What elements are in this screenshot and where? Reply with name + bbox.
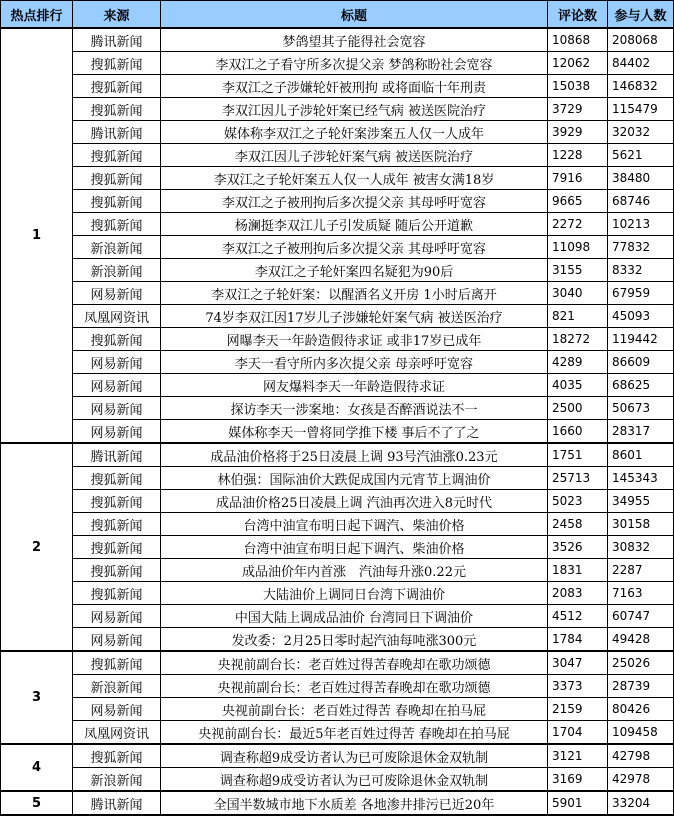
header-row bbox=[1, 1, 674, 29]
rank-cell: 5 bbox=[1, 791, 73, 815]
comments-cell: 12062 bbox=[548, 52, 608, 75]
title-cell: 探访李天一涉案地：女孩是否醉酒说法不一 bbox=[161, 397, 548, 420]
participants-cell: 8601 bbox=[608, 443, 674, 467]
title-cell: 网曝李天一年龄造假待求证 或非17岁已成年 bbox=[161, 328, 548, 351]
comments-cell: 4289 bbox=[548, 351, 608, 374]
title-cell: 央视前副台长：最近5年老百姓过得苦 春晚却在拍马屁 bbox=[161, 721, 548, 745]
table-row bbox=[1, 721, 674, 745]
source-cell: 搜狐新闻 bbox=[73, 536, 161, 559]
source-cell: 腾讯新闻 bbox=[73, 791, 161, 815]
participants-cell: 32032 bbox=[608, 121, 674, 144]
source-cell: 搜狐新闻 bbox=[73, 190, 161, 213]
table-row bbox=[1, 190, 674, 213]
source-cell: 搜狐新闻 bbox=[73, 744, 161, 768]
source-cell: 搜狐新闻 bbox=[73, 651, 161, 675]
table-row bbox=[1, 351, 674, 374]
comments-cell: 821 bbox=[548, 305, 608, 328]
title-cell: 中国大陆上调成品油价 台湾同日下调油价 bbox=[161, 605, 548, 628]
table-row bbox=[1, 282, 674, 305]
title-cell: 74岁李双江因17岁儿子涉嫌轮奸案气病 被送医治疗 bbox=[161, 305, 548, 328]
source-cell: 搜狐新闻 bbox=[73, 52, 161, 75]
table-row bbox=[1, 744, 674, 768]
comments-cell: 25713 bbox=[548, 467, 608, 490]
participants-cell: 10213 bbox=[608, 213, 674, 236]
participants-cell: 30158 bbox=[608, 513, 674, 536]
table-row bbox=[1, 582, 674, 605]
participants-cell: 7163 bbox=[608, 582, 674, 605]
table-row bbox=[1, 651, 674, 675]
title-cell: 李双江之子轮奸案：以醒酒名义开房 1小时后离开 bbox=[161, 282, 548, 305]
comments-cell: 2083 bbox=[548, 582, 608, 605]
comments-cell: 2159 bbox=[548, 698, 608, 721]
header-comments: 评论数 bbox=[548, 1, 608, 29]
table-row bbox=[1, 675, 674, 698]
source-cell: 网易新闻 bbox=[73, 698, 161, 721]
table-row bbox=[1, 443, 674, 467]
participants-cell: 8332 bbox=[608, 259, 674, 282]
source-cell: 凤凰网资讯 bbox=[73, 721, 161, 745]
participants-cell: 42798 bbox=[608, 744, 674, 768]
participants-cell: 208068 bbox=[608, 28, 674, 52]
title-cell: 调查称超9成受访者认为已可废除退休金双轨制 bbox=[161, 768, 548, 792]
participants-cell: 45093 bbox=[608, 305, 674, 328]
participants-cell: 33204 bbox=[608, 791, 674, 815]
rank-cell: 4 bbox=[1, 744, 73, 791]
comments-cell: 2458 bbox=[548, 513, 608, 536]
participants-cell: 146832 bbox=[608, 75, 674, 98]
table-row bbox=[1, 698, 674, 721]
header-rank: 热点排行 bbox=[1, 1, 73, 29]
comments-cell: 1751 bbox=[548, 443, 608, 467]
table-row bbox=[1, 328, 674, 351]
title-cell: 台湾中油宣布明日起下调汽、柴油价格 bbox=[161, 513, 548, 536]
source-cell: 搜狐新闻 bbox=[73, 467, 161, 490]
title-cell: 李双江因儿子涉轮奸案气病 被送医院治疗 bbox=[161, 144, 548, 167]
participants-cell: 86609 bbox=[608, 351, 674, 374]
participants-cell: 49428 bbox=[608, 628, 674, 652]
table-row bbox=[1, 236, 674, 259]
title-cell: 李双江之子轮奸案五人仅一人成年 被害女满18岁 bbox=[161, 167, 548, 190]
comments-cell: 3526 bbox=[548, 536, 608, 559]
header-title: 标题 bbox=[161, 1, 548, 29]
rank-cell: 3 bbox=[1, 651, 73, 744]
table-row bbox=[1, 374, 674, 397]
source-cell: 新浪新闻 bbox=[73, 675, 161, 698]
participants-cell: 25026 bbox=[608, 651, 674, 675]
table-row bbox=[1, 52, 674, 75]
source-cell: 搜狐新闻 bbox=[73, 490, 161, 513]
comments-cell: 4035 bbox=[548, 374, 608, 397]
source-cell: 网易新闻 bbox=[73, 374, 161, 397]
source-cell: 搜狐新闻 bbox=[73, 513, 161, 536]
source-cell: 新浪新闻 bbox=[73, 236, 161, 259]
title-cell: 全国半数城市地下水质差 各地渗井排污已近20年 bbox=[161, 791, 548, 815]
participants-cell: 77832 bbox=[608, 236, 674, 259]
comments-cell: 1660 bbox=[548, 420, 608, 444]
participants-cell: 109458 bbox=[608, 721, 674, 745]
title-cell: 李双江因儿子涉轮奸案已经气病 被送医院治疗 bbox=[161, 98, 548, 121]
title-cell: 李双江之子被刑拘后多次提父亲 其母呼吁宽容 bbox=[161, 236, 548, 259]
comments-cell: 3729 bbox=[548, 98, 608, 121]
title-cell: 成品油价年内首涨 汽油每升涨0.22元 bbox=[161, 559, 548, 582]
table-row bbox=[1, 305, 674, 328]
rank-cell: 2 bbox=[1, 443, 73, 651]
title-cell: 台湾中油宣布明日起下调汽、柴油价格 bbox=[161, 536, 548, 559]
participants-cell: 42978 bbox=[608, 768, 674, 792]
table-row bbox=[1, 768, 674, 792]
table-body bbox=[1, 28, 674, 815]
comments-cell: 15038 bbox=[548, 75, 608, 98]
participants-cell: 28317 bbox=[608, 420, 674, 444]
title-cell: 媒体称李天一曾将同学推下楼 事后不了了之 bbox=[161, 420, 548, 444]
table-row bbox=[1, 144, 674, 167]
source-cell: 搜狐新闻 bbox=[73, 559, 161, 582]
participants-cell: 38480 bbox=[608, 167, 674, 190]
comments-cell: 4512 bbox=[548, 605, 608, 628]
participants-cell: 68625 bbox=[608, 374, 674, 397]
header-participants: 参与人数 bbox=[608, 1, 674, 29]
source-cell: 腾讯新闻 bbox=[73, 443, 161, 467]
comments-cell: 2500 bbox=[548, 397, 608, 420]
rank-cell: 1 bbox=[1, 28, 73, 443]
source-cell: 网易新闻 bbox=[73, 605, 161, 628]
participants-cell: 5621 bbox=[608, 144, 674, 167]
table-row bbox=[1, 259, 674, 282]
source-cell: 搜狐新闻 bbox=[73, 144, 161, 167]
source-cell: 搜狐新闻 bbox=[73, 167, 161, 190]
comments-cell: 1228 bbox=[548, 144, 608, 167]
source-cell: 搜狐新闻 bbox=[73, 582, 161, 605]
title-cell: 媒体称李双江之子轮奸案涉案五人仅一人成年 bbox=[161, 121, 548, 144]
source-cell: 搜狐新闻 bbox=[73, 98, 161, 121]
source-cell: 凤凰网资讯 bbox=[73, 305, 161, 328]
participants-cell: 84402 bbox=[608, 52, 674, 75]
title-cell: 林伯强：国际油价大跌促成国内元宵节上调油价 bbox=[161, 467, 548, 490]
comments-cell: 1704 bbox=[548, 721, 608, 745]
comments-cell: 1784 bbox=[548, 628, 608, 652]
source-cell: 搜狐新闻 bbox=[73, 328, 161, 351]
table-row bbox=[1, 28, 674, 52]
table-row bbox=[1, 559, 674, 582]
source-cell: 新浪新闻 bbox=[73, 259, 161, 282]
title-cell: 调查称超9成受访者认为已可废除退休金双轨制 bbox=[161, 744, 548, 768]
source-cell: 网易新闻 bbox=[73, 628, 161, 652]
comments-cell: 3169 bbox=[548, 768, 608, 792]
source-cell: 腾讯新闻 bbox=[73, 121, 161, 144]
participants-cell: 60747 bbox=[608, 605, 674, 628]
title-cell: 央视前副台长：老百姓过得苦春晚却在歌功颂德 bbox=[161, 675, 548, 698]
table-row bbox=[1, 605, 674, 628]
table-row bbox=[1, 628, 674, 652]
table-row bbox=[1, 420, 674, 444]
participants-cell: 145343 bbox=[608, 467, 674, 490]
title-cell: 杨澜挺李双江儿子引发质疑 随后公开道歉 bbox=[161, 213, 548, 236]
table-row bbox=[1, 490, 674, 513]
participants-cell: 68746 bbox=[608, 190, 674, 213]
participants-cell: 119442 bbox=[608, 328, 674, 351]
title-cell: 央视前副台长：老百姓过得苦春晚却在歌功颂德 bbox=[161, 651, 548, 675]
title-cell: 成品油价格25日凌晨上调 汽油再次进入8元时代 bbox=[161, 490, 548, 513]
comments-cell: 3373 bbox=[548, 675, 608, 698]
title-cell: 大陆油价上调同日台湾下调油价 bbox=[161, 582, 548, 605]
comments-cell: 1831 bbox=[548, 559, 608, 582]
source-cell: 网易新闻 bbox=[73, 420, 161, 444]
title-cell: 李双江之子被刑拘后多次提父亲 其母呼吁宽容 bbox=[161, 190, 548, 213]
comments-cell: 3155 bbox=[548, 259, 608, 282]
comments-cell: 5023 bbox=[548, 490, 608, 513]
table-row bbox=[1, 513, 674, 536]
comments-cell: 3047 bbox=[548, 651, 608, 675]
comments-cell: 9665 bbox=[548, 190, 608, 213]
title-cell: 梦鸽望其子能得社会宽容 bbox=[161, 28, 548, 52]
table-row bbox=[1, 536, 674, 559]
comments-cell: 11098 bbox=[548, 236, 608, 259]
table-row bbox=[1, 467, 674, 490]
participants-cell: 30832 bbox=[608, 536, 674, 559]
header-source: 来源 bbox=[73, 1, 161, 29]
table-row bbox=[1, 98, 674, 121]
comments-cell: 3929 bbox=[548, 121, 608, 144]
table-row bbox=[1, 121, 674, 144]
source-cell: 网易新闻 bbox=[73, 351, 161, 374]
table-row bbox=[1, 75, 674, 98]
title-cell: 网友爆料李天一年龄造假待求证 bbox=[161, 374, 548, 397]
table-row bbox=[1, 213, 674, 236]
comments-cell: 10868 bbox=[548, 28, 608, 52]
comments-cell: 2272 bbox=[548, 213, 608, 236]
title-cell: 成品油价格将于25日凌晨上调 93号汽油涨0.23元 bbox=[161, 443, 548, 467]
comments-cell: 5901 bbox=[548, 791, 608, 815]
source-cell: 搜狐新闻 bbox=[73, 75, 161, 98]
participants-cell: 34955 bbox=[608, 490, 674, 513]
table-row bbox=[1, 167, 674, 190]
title-cell: 李双江之子轮奸案四名疑犯为90后 bbox=[161, 259, 548, 282]
participants-cell: 67959 bbox=[608, 282, 674, 305]
comments-cell: 3121 bbox=[548, 744, 608, 768]
title-cell: 央视前副台长：老百姓过得苦 春晚却在拍马屁 bbox=[161, 698, 548, 721]
title-cell: 发改委：2月25日零时起汽油每吨涨300元 bbox=[161, 628, 548, 652]
source-cell: 搜狐新闻 bbox=[73, 213, 161, 236]
participants-cell: 28739 bbox=[608, 675, 674, 698]
source-cell: 腾讯新闻 bbox=[73, 28, 161, 52]
comments-cell: 18272 bbox=[548, 328, 608, 351]
title-cell: 李天一看守所内多次提父亲 母亲呼吁宽容 bbox=[161, 351, 548, 374]
title-cell: 李双江之子涉嫌轮奸被刑拘 或将面临十年刑责 bbox=[161, 75, 548, 98]
participants-cell: 50673 bbox=[608, 397, 674, 420]
table-row bbox=[1, 791, 674, 815]
source-cell: 新浪新闻 bbox=[73, 768, 161, 792]
title-cell: 李双江之子看守所多次提父亲 梦鸽称盼社会宽容 bbox=[161, 52, 548, 75]
comments-cell: 3040 bbox=[548, 282, 608, 305]
participants-cell: 115479 bbox=[608, 98, 674, 121]
source-cell: 网易新闻 bbox=[73, 282, 161, 305]
comments-cell: 7916 bbox=[548, 167, 608, 190]
participants-cell: 2287 bbox=[608, 559, 674, 582]
source-cell: 网易新闻 bbox=[73, 397, 161, 420]
participants-cell: 80426 bbox=[608, 698, 674, 721]
table-row bbox=[1, 397, 674, 420]
